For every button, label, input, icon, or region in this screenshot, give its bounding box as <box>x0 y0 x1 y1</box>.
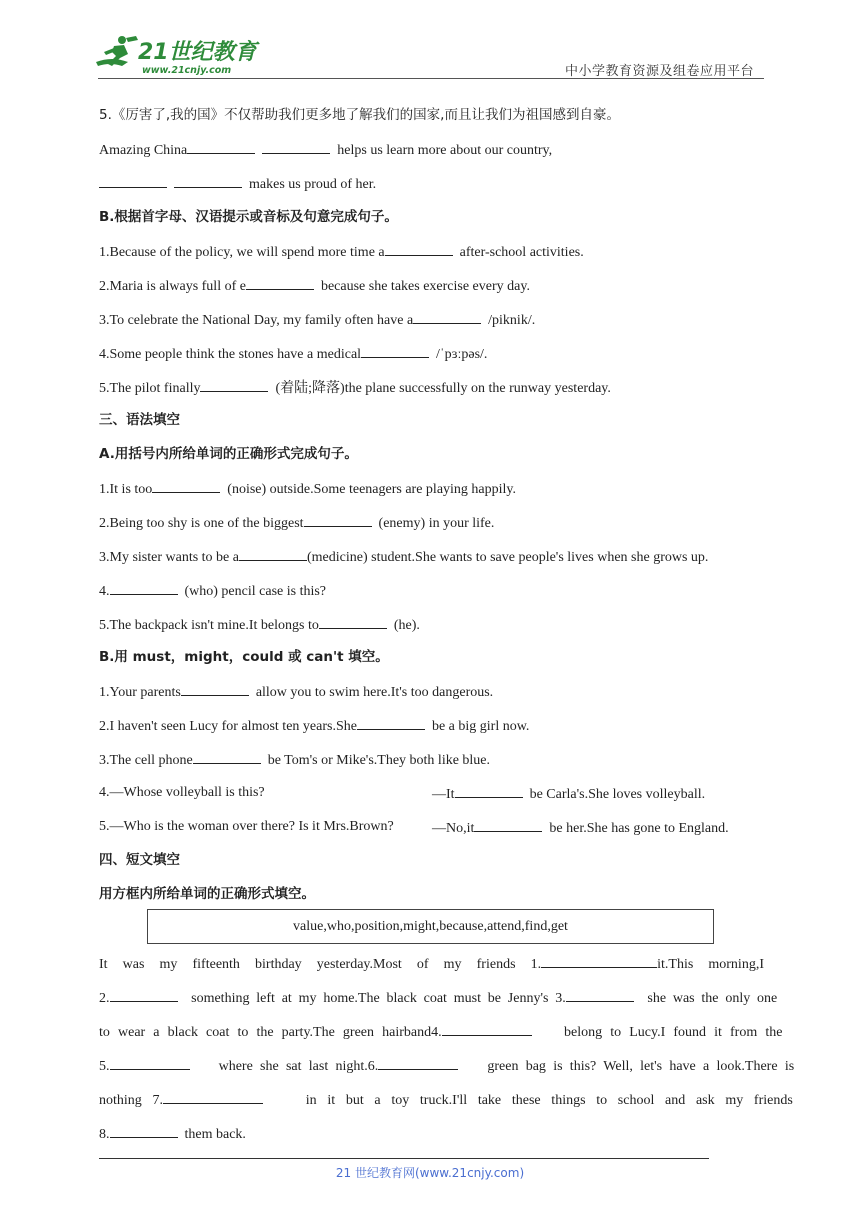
question-line <box>99 580 326 602</box>
answer-blank[interactable] <box>566 987 634 1002</box>
svg-text:21世纪教育: 21世纪教育 <box>138 40 257 65</box>
question-line <box>99 681 493 703</box>
answer-blank[interactable] <box>200 377 268 392</box>
section-heading: 四、短文填空 <box>99 852 180 868</box>
question-line <box>99 377 611 399</box>
answer-blank[interactable] <box>163 1089 263 1104</box>
passage-text: 8. <box>99 1127 110 1142</box>
question-line <box>99 546 708 568</box>
question-text: 3.The cell phone <box>99 753 193 768</box>
answer-blank[interactable] <box>378 1055 458 1070</box>
answer-blank[interactable] <box>193 749 261 764</box>
question-text: after-school activities. <box>459 245 584 260</box>
answer-blank[interactable] <box>174 173 242 188</box>
section-title: A.用括号内所给单词的正确形式完成句子。 <box>99 446 358 462</box>
question-line <box>99 139 552 161</box>
passage-text: it.This morning,I <box>657 957 764 972</box>
answer-blank[interactable] <box>455 783 523 798</box>
question-text: (he). <box>393 618 420 633</box>
question-line <box>99 275 530 297</box>
page-header <box>0 0 860 80</box>
passage-text: green bag is this? Well, let's have a look.There is <box>487 1059 795 1074</box>
question-line <box>99 783 764 803</box>
answer-blank[interactable] <box>541 953 657 968</box>
question-line <box>99 715 529 737</box>
question-text: 2.Maria is always full of e <box>99 279 246 294</box>
question-text: 4.—Whose volleyball is this? <box>99 785 265 800</box>
question-text: be her.She has gone to England. <box>549 821 729 836</box>
answer-blank[interactable] <box>357 715 425 730</box>
question-line <box>99 512 494 534</box>
answer-blank[interactable] <box>246 275 314 290</box>
passage-text: something left at my home.The black coat must be Jenny's 3. <box>191 991 566 1006</box>
footer-divider <box>99 1158 709 1159</box>
passage-text: nothing 7. <box>99 1093 163 1108</box>
answer-part <box>432 817 729 839</box>
section-title: 用方框内所给单词的正确形式填空。 <box>99 886 315 902</box>
passage-text <box>99 1055 794 1077</box>
passage-line <box>99 1089 793 1111</box>
header-divider <box>98 78 764 79</box>
answer-blank[interactable] <box>239 546 307 561</box>
passage-line <box>99 1021 783 1043</box>
footer-text: 21 世纪教育网(www.21cnjy.com) <box>335 1166 525 1180</box>
question-text: be Carla's.She loves volleyball. <box>529 787 706 802</box>
question-text: —It <box>432 787 455 802</box>
question-text: 5.The pilot finally <box>99 381 201 396</box>
question-text: 5.—Who is the woman over there? Is it Mrs.Brown? <box>99 819 394 834</box>
question-text: be a big girl now. <box>431 719 530 734</box>
passage-text: It was my fifteenth birthday yesterday.Most of my friends 1. <box>99 957 542 972</box>
question-text: 4. <box>99 584 110 599</box>
question-text: 2.I haven't seen Lucy for almost ten years.She <box>99 719 357 734</box>
passage-line <box>99 953 764 975</box>
question-text: 4.Some people think the stones have a medical <box>99 347 362 362</box>
answer-blank[interactable] <box>110 1055 190 1070</box>
passage-line <box>99 1055 795 1077</box>
question-text: (noise) outside.Some teenagers are playing happily. <box>227 482 517 497</box>
question-line <box>99 309 535 331</box>
answer-blank[interactable] <box>99 173 167 188</box>
question-text: 2.Being too shy is one of the biggest <box>99 516 304 531</box>
passage-text <box>99 987 777 1009</box>
answer-blank[interactable] <box>187 139 255 154</box>
answer-blank[interactable] <box>361 343 429 358</box>
question-line <box>99 173 376 195</box>
answer-blank[interactable] <box>110 987 178 1002</box>
question-line <box>99 817 764 837</box>
question-line <box>99 343 487 365</box>
answer-blank[interactable] <box>319 614 387 629</box>
svg-text:www.21cnjy.com: www.21cnjy.com <box>142 65 232 76</box>
answer-blank[interactable] <box>304 512 372 527</box>
question-text: (medicine) student.She wants to save people's lives when she grows up. <box>306 550 709 565</box>
passage-text: in it but a toy truck.I'll take these things to school and ask my friends <box>305 1093 793 1108</box>
answer-blank[interactable] <box>474 817 542 832</box>
passage-line <box>99 987 778 1009</box>
passage-text: 5. <box>99 1059 110 1074</box>
passage-text <box>99 1089 793 1111</box>
question-text: —No,it <box>432 821 475 836</box>
question-text: be Tom's or Mike's.They both like blue. <box>267 753 491 768</box>
question-text: 3.To celebrate the National Day, my family often have a <box>99 313 414 328</box>
passage-text: to wear a black coat to the party.The green hairband4. <box>99 1025 442 1040</box>
question-line <box>99 749 490 771</box>
answer-blank[interactable] <box>413 309 481 324</box>
answer-blank[interactable] <box>110 1123 178 1138</box>
question-line <box>99 241 584 263</box>
passage-text: where she sat last night.6. <box>218 1059 379 1074</box>
question-text: 1.It is too <box>99 482 153 497</box>
passage-text: she was the only one <box>647 991 778 1006</box>
question-text: because she takes exercise every day. <box>320 279 530 294</box>
page-footer <box>0 1164 860 1181</box>
passage-text <box>99 1021 782 1043</box>
question-text: makes us proud of her. <box>249 177 377 192</box>
section-heading: 三、语法填空 <box>99 412 180 428</box>
question-line <box>99 478 516 500</box>
section-title: B.根据首字母、汉语提示或音标及句意完成句子。 <box>99 209 398 225</box>
answer-blank[interactable] <box>385 241 453 256</box>
question-text: 3.My sister wants to be a <box>99 550 239 565</box>
question-text: helps us learn more about our country, <box>337 143 553 158</box>
question-text: (enemy) in your life. <box>378 516 495 531</box>
answer-blank[interactable] <box>181 681 249 696</box>
word-box: value,who,position,might,because,attend,find,get <box>147 909 714 944</box>
passage-text: them back. <box>184 1127 246 1142</box>
site-logo <box>92 32 262 78</box>
answer-blank[interactable] <box>110 580 178 595</box>
question-text: /piknik/. <box>488 313 536 328</box>
passage-line <box>99 1123 246 1145</box>
question-text: allow you to swim here.It's too dangerous. <box>255 685 494 700</box>
passage-text: 2. <box>99 991 110 1006</box>
question-text: 5.The backpack isn't mine.It belongs to <box>99 618 319 633</box>
question-text: /ˈpɜːpəs/. <box>436 347 488 362</box>
answer-blank[interactable] <box>442 1021 532 1036</box>
answer-blank[interactable] <box>152 478 220 493</box>
passage-text: belong to Lucy.I found it from the <box>564 1025 783 1040</box>
platform-tagline: 中小学教育资源及组卷应用平台 <box>564 64 754 79</box>
question-line <box>99 614 420 636</box>
question-text: 1.Because of the policy, we will spend more time a <box>99 245 385 260</box>
question-text: Amazing China <box>99 143 188 158</box>
passage-text <box>99 953 764 975</box>
section-title: B.用 must，might，could 或 can't 填空。 <box>99 649 389 665</box>
question-text: (着陆;降落)the plane successfully on the runway yesterday. <box>275 381 611 396</box>
answer-blank[interactable] <box>262 139 330 154</box>
question-text: 1.Your parents <box>99 685 181 700</box>
question-text: (who) pencil case is this? <box>184 584 327 599</box>
question-cn: 5.《厉害了,我的国》不仅帮助我们更多地了解我们的国家,而且让我们为祖国感到自豪。 <box>99 107 620 123</box>
answer-part <box>432 783 705 805</box>
